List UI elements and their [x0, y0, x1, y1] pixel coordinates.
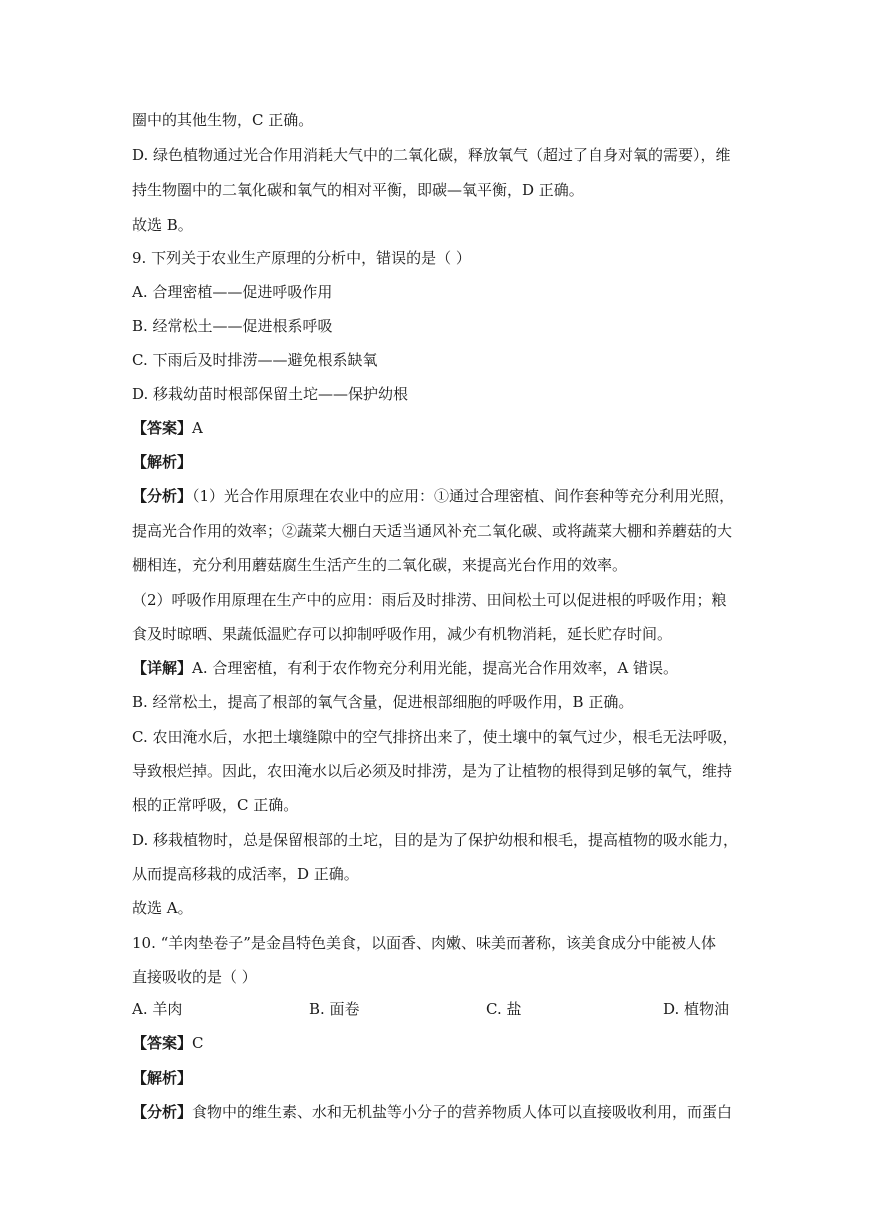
text-line: C. 农田淹水后，水把土壤缝隙中的空气排挤出来了，使土壤中的氧气过少，根毛无法呼吸， — [132, 728, 738, 746]
answer-value: C — [192, 1034, 204, 1052]
analysis-label: 【解析】 — [132, 1069, 193, 1087]
xiangjie-text: A. 合理密植，有利于农作物充分利用光能，提高光合作用效率，A 错误。 — [192, 659, 678, 677]
text-line: 根的正常呼吸，C 正确。 — [132, 796, 299, 814]
text-line: 棚相连，充分利用蘑菇腐生生活产生的二氧化碳，来提高光台作用的效率。 — [132, 556, 628, 574]
text-line: 导致根烂掉。因此，农田淹水以后必须及时排涝，是为了让植物的根得到足够的氧气，维持 — [132, 762, 733, 780]
answer-line-9 — [132, 417, 744, 439]
question-10-options — [132, 998, 744, 1020]
xiangjie-label: 【详解】 — [132, 659, 193, 677]
analysis-line — [132, 485, 744, 507]
text-line: D. 绿色植物通过光合作用消耗大气中的二氧化碳，释放氧气（超过了自身对氧的需要），维 — [132, 146, 731, 164]
question-10-option-a: A. 羊肉 — [132, 1000, 183, 1018]
analysis-line — [132, 1101, 744, 1123]
question-9-option-d: D. 移栽幼苗时根部保留土坨——保护幼根 — [132, 385, 409, 403]
text-line: 从而提高移栽的成活率，D 正确。 — [132, 865, 359, 883]
question-10-option-d: D. 植物油 — [663, 1000, 730, 1018]
fenxi-text: （1）光合作用原理在农业中的应用：①通过合理密植、间作套种等充分利用光照， — [192, 487, 735, 505]
question-9-option-c: C. 下雨后及时排涝——避免根系缺氧 — [132, 351, 378, 369]
text-line: 故选 A。 — [132, 899, 193, 917]
answer-label: 【答案】 — [132, 1034, 193, 1052]
question-9-option-b: B. 经常松土——促进根系呼吸 — [132, 317, 333, 335]
question-10-option-b: B. 面卷 — [309, 1000, 360, 1018]
fenxi-text: 食物中的维生素、水和无机盐等小分子的营养物质人体可以直接吸收利用，而蛋白 — [192, 1103, 733, 1121]
question-9-option-a: A. 合理密植——促进呼吸作用 — [132, 283, 333, 301]
detail-line — [132, 657, 744, 679]
text-line: 圈中的其他生物，C 正确。 — [132, 111, 314, 129]
fenxi-label: 【分析】 — [132, 1103, 193, 1121]
text-line: D. 移栽植物时，总是保留根部的土坨，目的是为了保护幼根和根毛，提高植物的吸水能力， — [132, 831, 739, 849]
text-line: B. 经常松土，提高了根部的氧气含量，促进根部细胞的呼吸作用，B 正确。 — [132, 693, 634, 711]
text-line: 持生物圈中的二氧化碳和氧气的相对平衡，即碳—氧平衡，D 正确。 — [132, 181, 584, 199]
fenxi-label: 【分析】 — [132, 487, 193, 505]
analysis-label: 【解析】 — [132, 453, 193, 471]
question-9-stem: 9. 下列关于农业生产原理的分析中，错误的是（ ） — [132, 249, 471, 267]
answer-value: A — [192, 419, 203, 437]
question-10-option-c: C. 盐 — [486, 1000, 522, 1018]
text-line: （2）呼吸作用原理在生产中的应用：雨后及时排涝、田间松土可以促进根的呼吸作用；粮 — [132, 591, 727, 609]
question-10-stem-cont: 直接吸收的是（ ） — [132, 968, 257, 986]
answer-label: 【答案】 — [132, 419, 193, 437]
question-10-stem: 10. “羊肉垫卷子”是金昌特色美食，以面香、肉嫩、味美而著称，该美食成分中能被人体 — [132, 934, 716, 952]
text-line: 提高光合作用的效率；②蔬菜大棚白天适当通风补充二氧化碳、或将蔬菜大棚和养蘑菇的大 — [132, 522, 733, 540]
text-line: 食及时晾晒、果蔬低温贮存可以抑制呼吸作用，减少有机物消耗，延长贮存时间。 — [132, 625, 673, 643]
text-line: 故选 B。 — [132, 216, 193, 234]
answer-line-10 — [132, 1032, 744, 1054]
